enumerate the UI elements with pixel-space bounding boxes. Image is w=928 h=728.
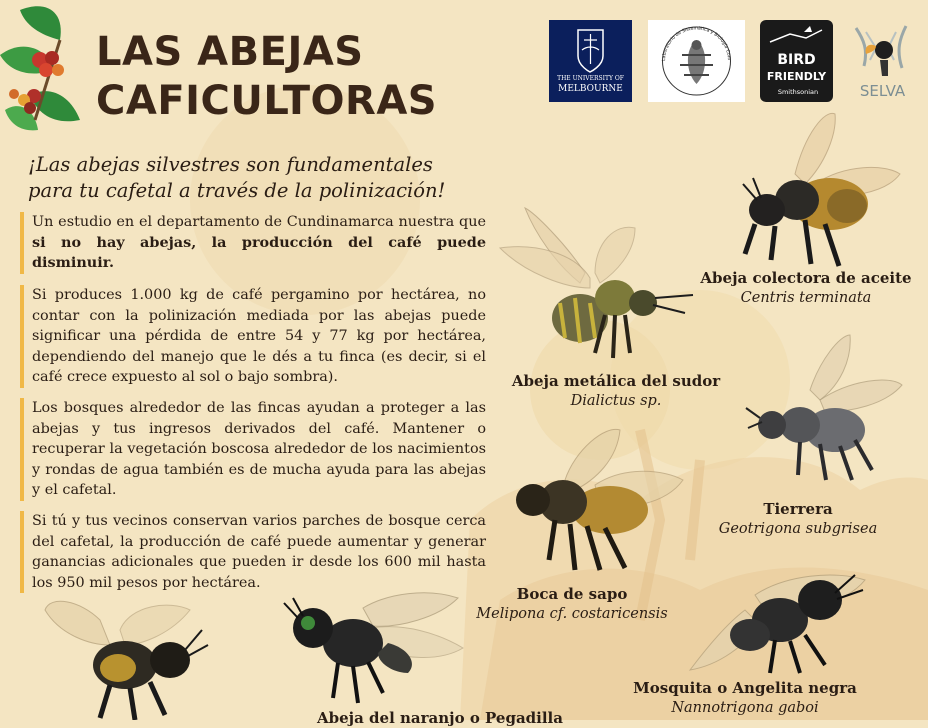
bottom-left-bee-illustration: [40, 590, 210, 720]
tierrera-bee-illustration: [740, 330, 905, 490]
bee-common-name: Abeja colectora de aceite: [700, 269, 912, 287]
subtitle-line2: para tu cafetal a través de la polinización!: [28, 179, 446, 202]
selva-text: SELVA: [859, 82, 906, 100]
lab-logo-text: Laboratorio de Sistemática y Biología Com: [661, 26, 732, 62]
bee-label-geotrigona: [698, 499, 898, 539]
coffee-branch-illustration: [0, 0, 100, 150]
bee-common-name: Boca de sapo: [516, 585, 628, 603]
selva-logo: [846, 20, 919, 102]
bee-label-melipona: [462, 584, 682, 624]
bee-label-dialictus: [502, 371, 730, 411]
paragraph-1: [20, 212, 486, 274]
bee-scientific-name: Melipona cf. costaricensis: [476, 606, 668, 622]
subtitle: [28, 152, 483, 204]
page-title-line1: LAS ABEJAS: [96, 29, 364, 75]
bee-common-name: Tierrera: [763, 500, 833, 518]
bee-scientific-name: Geotrigona subgrisea: [718, 521, 878, 537]
subtitle-line1: ¡Las abejas silvestres son fundamentales: [28, 153, 433, 176]
bee-label-centris: [696, 268, 916, 308]
bird-friendly-line2: FRIENDLY: [766, 70, 827, 83]
bird-friendly-line1: BIRD: [777, 52, 816, 68]
insect-lab-logo: [648, 20, 745, 102]
bee-scientific-name: Centris terminata: [740, 290, 872, 306]
university-of-melbourne-logo: [549, 20, 632, 102]
bottom-middle-bee-illustration: [278, 588, 468, 708]
melbourne-line1: THE UNIVERSITY OF: [557, 75, 624, 82]
bee-common-name: Abeja metálica del sudor: [511, 372, 721, 390]
angelita-negra-bee-illustration: [685, 565, 875, 680]
bee-label-naranjo: [300, 708, 580, 728]
melbourne-line2: MELBOURNE: [558, 84, 623, 94]
bee-scientific-name: Nannotrigona gaboi: [671, 700, 819, 716]
bird-friendly-smithsonian-logo: [760, 20, 833, 102]
paragraph-4: Si tú y tus vecinos conservan varios parches de bosque cerca del cafetal, la producción de café puede aumentar y generar ganancias adicionales que pueden ir desde los 600 mil hasta los 950 mil pesos por hectárea.: [20, 511, 486, 593]
title-block: [96, 28, 437, 126]
oil-collecting-bee-illustration: [735, 104, 905, 274]
bird-friendly-line3: Smithsonian: [777, 88, 819, 96]
logos-row: [549, 20, 919, 104]
paragraph-1-bold: si no hay abejas, la producción del café puede disminuir.: [32, 233, 486, 272]
boca-de-sapo-bee-illustration: [505, 420, 690, 580]
bee-label-nannotrigona: [626, 678, 864, 718]
bee-common-name: Mosquita o Angelita negra: [633, 679, 857, 697]
paragraph-1-text: Un estudio en el departamento de Cundinamarca nuestra que: [32, 214, 486, 230]
bee-common-name: Abeja del naranjo o Pegadilla: [317, 709, 563, 727]
bee-scientific-name: Dialictus sp.: [570, 393, 662, 409]
page-title-line2: CAFICULTORAS: [96, 78, 438, 124]
metallic-sweat-bee-illustration: [495, 203, 695, 368]
paragraph-3: Los bosques alrededor de las fincas ayudan a proteger a las abejas y tus ingresos derivados del café. Mantener o recuperar la vegetación boscosa alrededor de los nacimientos y rondas de agua también es de mucha ayuda para las abejas y el cafetal.: [20, 398, 486, 501]
paragraph-2: Si produces 1.000 kg de café pergamino por hectárea, no contar con la polinización mediada por las abejas puede significar una pérdida de entre 54 y 77 kg por hectárea, dependiendo del manejo que le dés a tu finca (es decir, si el café crece expuesto al sol o bajo sombra).: [20, 285, 486, 388]
